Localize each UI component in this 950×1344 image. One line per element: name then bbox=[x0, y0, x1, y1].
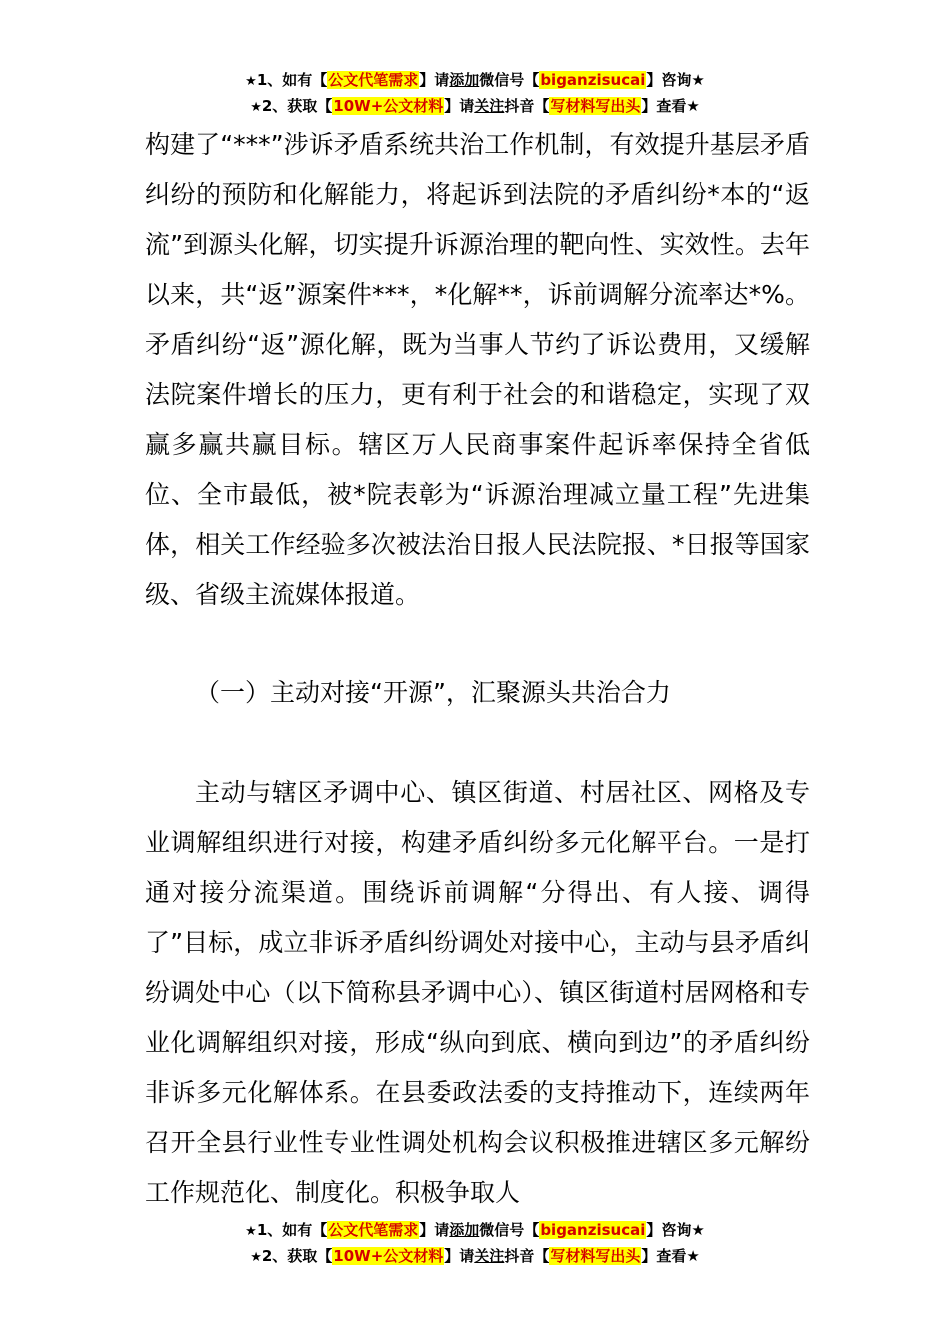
banner-text: 】请 bbox=[419, 71, 450, 89]
banner-text: 】咨询★ bbox=[646, 1221, 705, 1239]
banner-text: 微信号【 bbox=[479, 71, 540, 89]
section-heading-wrapper bbox=[195, 668, 815, 718]
banner-text: 2、获取【 bbox=[261, 97, 333, 115]
section-heading: （一）主动对接“开源”，汇聚源头共治合力 bbox=[195, 678, 671, 707]
banner-line-2 bbox=[0, 94, 950, 120]
banner-line-2 bbox=[0, 1244, 950, 1270]
banner-text: 】请 bbox=[444, 97, 475, 115]
star-icon: ★ bbox=[250, 100, 262, 115]
paragraph-2: 主动与辖区矛调中心、镇区街道、村居社区、网格及专业调解组织进行对接，构建矛盾纠纷多元化解平台。一是打通对接分流渠道。围绕诉前调解“分得出、有人接、调得了”目标，成立非诉矛盾纠纷调处对接中心，主动与县矛盾纠纷调处中心（以下简称县矛调中心）、镇区街道村居网格和专业化调解组织对接，形成“纵向到底、横向到边”的矛盾纠纷非诉多元化解体系。在县委政法委的支持推动下，连续两年召开全县行业性专业性调处机构会议积极推进辖区多元解纷工作规范化、制度化。积极争取人 bbox=[145, 778, 810, 1207]
banner-text: 】查看★ bbox=[641, 1247, 700, 1265]
underlined-text: 关注 bbox=[474, 97, 505, 115]
paragraph-1: 构建了“***”涉诉矛盾系统共治工作机制，有效提升基层矛盾纠纷的预防和化解能力，将起诉到法院的矛盾纠纷*本的“返流”到源头化解，切实提升诉源治理的靶向性、实效性。去年以来，共“返”源案件***，*化解**，诉前调解分流率达*%。矛盾纠纷“返”源化解，既为当事人节约了诉讼费用，又缓解法院案件增长的压力，更有利于社会的和谐稳定，实现了双赢多赢共赢目标。辖区万人民商事案件起诉率保持全省低位、全市最低，被*院表彰为“诉源治理减立量工程”先进集体，相关工作经验多次被法治日报人民法院报、*日报等国家级、省级主流媒体报道。 bbox=[145, 130, 810, 609]
highlight-wechat-id: biganzisucai bbox=[540, 1221, 646, 1239]
banner-text: 1、如有【 bbox=[256, 1221, 328, 1239]
banner-line-1 bbox=[0, 1218, 950, 1244]
document-body-top bbox=[145, 120, 810, 620]
underlined-text: 关注 bbox=[474, 1247, 505, 1265]
footer-banner bbox=[0, 1218, 950, 1270]
highlight-materials: 10W+公文材料 bbox=[333, 97, 444, 115]
banner-text: 抖音【 bbox=[504, 1247, 550, 1265]
banner-text: 抖音【 bbox=[504, 97, 550, 115]
banner-line-1 bbox=[0, 68, 950, 94]
highlight-materials: 10W+公文材料 bbox=[333, 1247, 444, 1265]
banner-text: 】请 bbox=[444, 1247, 475, 1265]
banner-text: 微信号【 bbox=[479, 1221, 540, 1239]
banner-text: 】请 bbox=[419, 1221, 450, 1239]
header-banner bbox=[0, 68, 950, 120]
highlight-wechat-id: biganzisucai bbox=[540, 71, 646, 89]
star-icon: ★ bbox=[245, 1224, 257, 1239]
underlined-text: 添加 bbox=[449, 1221, 480, 1239]
star-icon: ★ bbox=[250, 1250, 262, 1265]
banner-text: 】查看★ bbox=[641, 97, 700, 115]
highlight-douyin: 写材料写出头 bbox=[550, 97, 641, 115]
banner-text: 1、如有【 bbox=[256, 71, 328, 89]
document-body-bottom bbox=[145, 768, 810, 1218]
highlight-service: 公文代笔需求 bbox=[328, 1221, 419, 1239]
highlight-douyin: 写材料写出头 bbox=[550, 1247, 641, 1265]
highlight-service: 公文代笔需求 bbox=[328, 71, 419, 89]
underlined-text: 添加 bbox=[449, 71, 480, 89]
banner-text: 】咨询★ bbox=[646, 71, 705, 89]
star-icon: ★ bbox=[245, 74, 257, 89]
banner-text: 2、获取【 bbox=[261, 1247, 333, 1265]
